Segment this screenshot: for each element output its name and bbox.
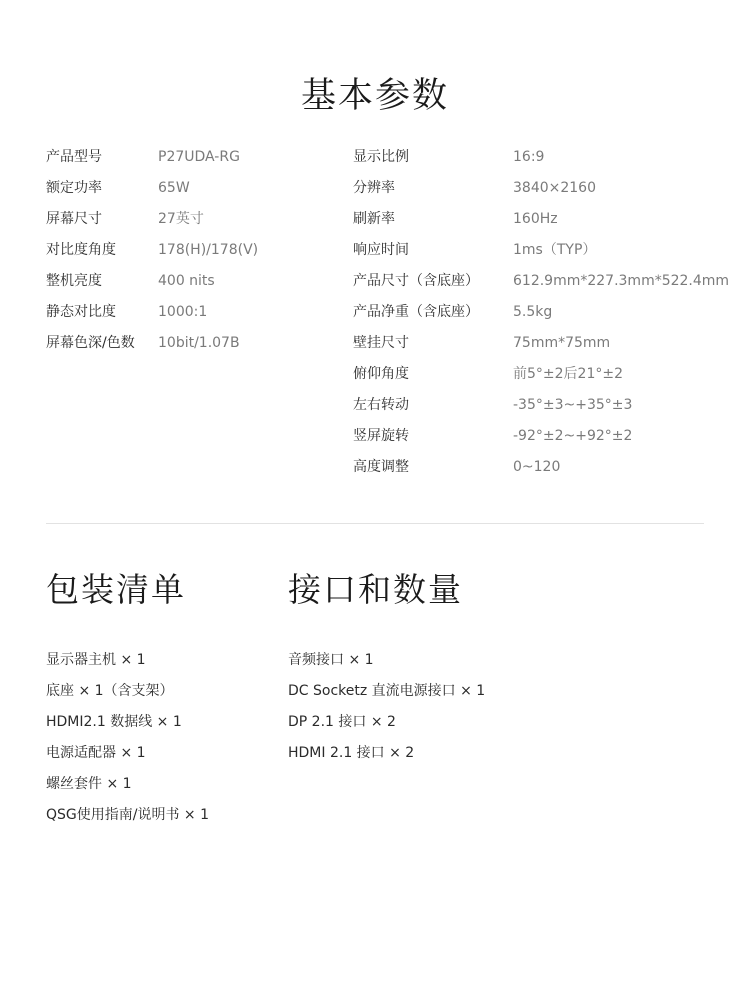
spec-label: 竖屏旋转: [353, 428, 409, 444]
spec-label: 产品净重（含底座）: [353, 304, 479, 320]
spec-value: 65W: [158, 180, 190, 196]
spec-label: 高度调整: [353, 459, 409, 475]
spec-value: 75mm*75mm: [513, 335, 611, 351]
specs-title: 基本参数: [300, 76, 449, 116]
package-item: 底座 × 1（含支架）: [46, 683, 174, 699]
spec-value: P27UDA-RG: [158, 149, 240, 165]
spec-value: 400 nits: [158, 273, 215, 289]
spec-value: 160Hz: [513, 211, 558, 227]
spec-label: 显示比例: [353, 149, 409, 165]
package-item: 螺丝套件 × 1: [46, 776, 132, 792]
port-item: DP 2.1 接口 × 2: [288, 714, 396, 730]
spec-label: 产品型号: [46, 149, 102, 165]
spec-value: 前5°±2后21°±2: [513, 366, 623, 382]
spec-value: 27英寸: [158, 211, 204, 227]
spec-label: 屏幕色深/色数: [46, 335, 135, 351]
ports-list: [288, 649, 485, 773]
package-item: HDMI2.1 数据线 × 1: [46, 714, 182, 730]
spec-value: 612.9mm*227.3mm*522.4mm: [513, 273, 730, 289]
spec-value: 178(H)/178(V): [158, 242, 259, 258]
spec-value: 0~120: [513, 459, 561, 475]
package-item: 显示器主机 × 1: [46, 652, 146, 668]
port-item: DC Socketz 直流电源接口 × 1: [288, 683, 486, 699]
spec-label: 刷新率: [353, 211, 395, 227]
spec-value: -35°±3~+35°±3: [513, 397, 633, 413]
spec-label: 静态对比度: [46, 304, 116, 320]
ports-title: 接口和数量: [288, 570, 463, 609]
port-item: HDMI 2.1 接口 × 2: [288, 745, 415, 761]
spec-value: 5.5kg: [513, 304, 553, 320]
section-divider: [46, 523, 704, 524]
package-item: 电源适配器 × 1: [46, 745, 146, 761]
spec-label: 额定功率: [46, 180, 102, 196]
spec-value: 1ms（TYP）: [513, 242, 597, 258]
spec-label: 产品尺寸（含底座）: [353, 273, 479, 289]
port-item: 音频接口 × 1: [288, 652, 374, 668]
spec-label: 整机亮度: [46, 273, 102, 289]
spec-label: 左右转动: [353, 397, 409, 413]
spec-value: 16:9: [513, 149, 545, 165]
spec-label: 壁挂尺寸: [353, 335, 409, 351]
package-item: QSG使用指南/说明书 × 1: [46, 807, 210, 823]
package-list: [46, 649, 209, 835]
spec-value: -92°±2~+92°±2: [513, 428, 633, 444]
spec-value: 3840×2160: [513, 180, 596, 196]
spec-label: 响应时间: [353, 242, 409, 258]
spec-value: 10bit/1.07B: [158, 335, 240, 351]
spec-label: 俯仰角度: [353, 366, 409, 382]
spec-label: 分辨率: [353, 180, 395, 196]
spec-label: 对比度角度: [46, 242, 116, 258]
package-title: 包装清单: [46, 570, 186, 609]
spec-label: 屏幕尺寸: [46, 211, 102, 227]
spec-value: 1000:1: [158, 304, 208, 320]
